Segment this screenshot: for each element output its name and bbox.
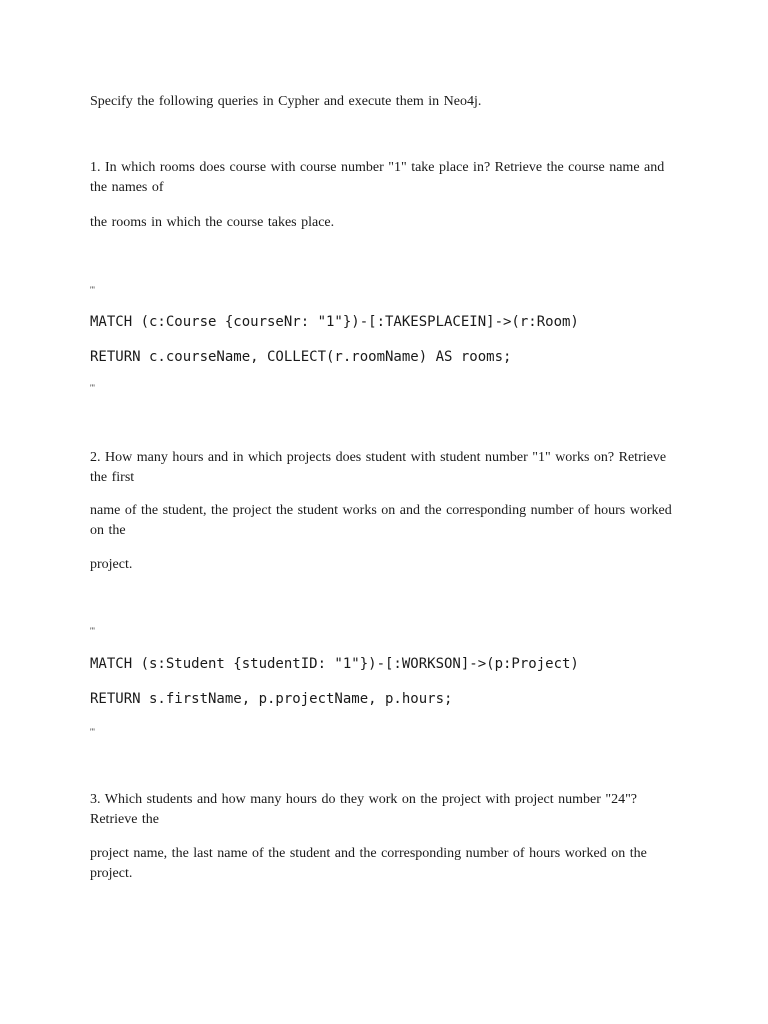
question-1-text-continued: the rooms in which the course takes place. xyxy=(90,215,335,230)
code-fence-open-2: ''' xyxy=(90,626,95,636)
code-line-return-course: RETURN c.courseName, COLLECT(r.roomName) AS rooms; xyxy=(90,349,512,365)
code-line-return-student: RETURN s.firstName, p.projectName, p.hours; xyxy=(90,691,453,707)
question-2-text: 2. How many hours and in which projects does student with student number "1" works on? Retrieve the first xyxy=(90,450,667,485)
intro-paragraph: Specify the following queries in Cypher and execute them in Neo4j. xyxy=(90,94,482,109)
code-fence-open-1: ''' xyxy=(90,285,95,295)
question-1-text: 1. In which rooms does course with course number "1" take place in? Retrieve the course name and the names of xyxy=(90,160,665,195)
question-3-text-continued: project name, the last name of the student and the corresponding number of hours worked on the project. xyxy=(90,846,647,881)
question-2-text-continued: name of the student, the project the student works on and the corresponding number of hours worked on the xyxy=(90,503,672,538)
code-line-match-course: MATCH (c:Course {courseNr: "1"})-[:TAKESPLACEIN]->(r:Room) xyxy=(90,314,579,330)
code-fence-close-2: ''' xyxy=(90,727,95,737)
question-3-text: 3. Which students and how many hours do they work on the project with project number "24"? Retrieve the xyxy=(90,792,638,827)
question-2-text-end: project. xyxy=(90,557,133,572)
code-line-match-student: MATCH (s:Student {studentID: "1"})-[:WORKSON]->(p:Project) xyxy=(90,656,579,672)
code-fence-close-1: ''' xyxy=(90,383,95,393)
